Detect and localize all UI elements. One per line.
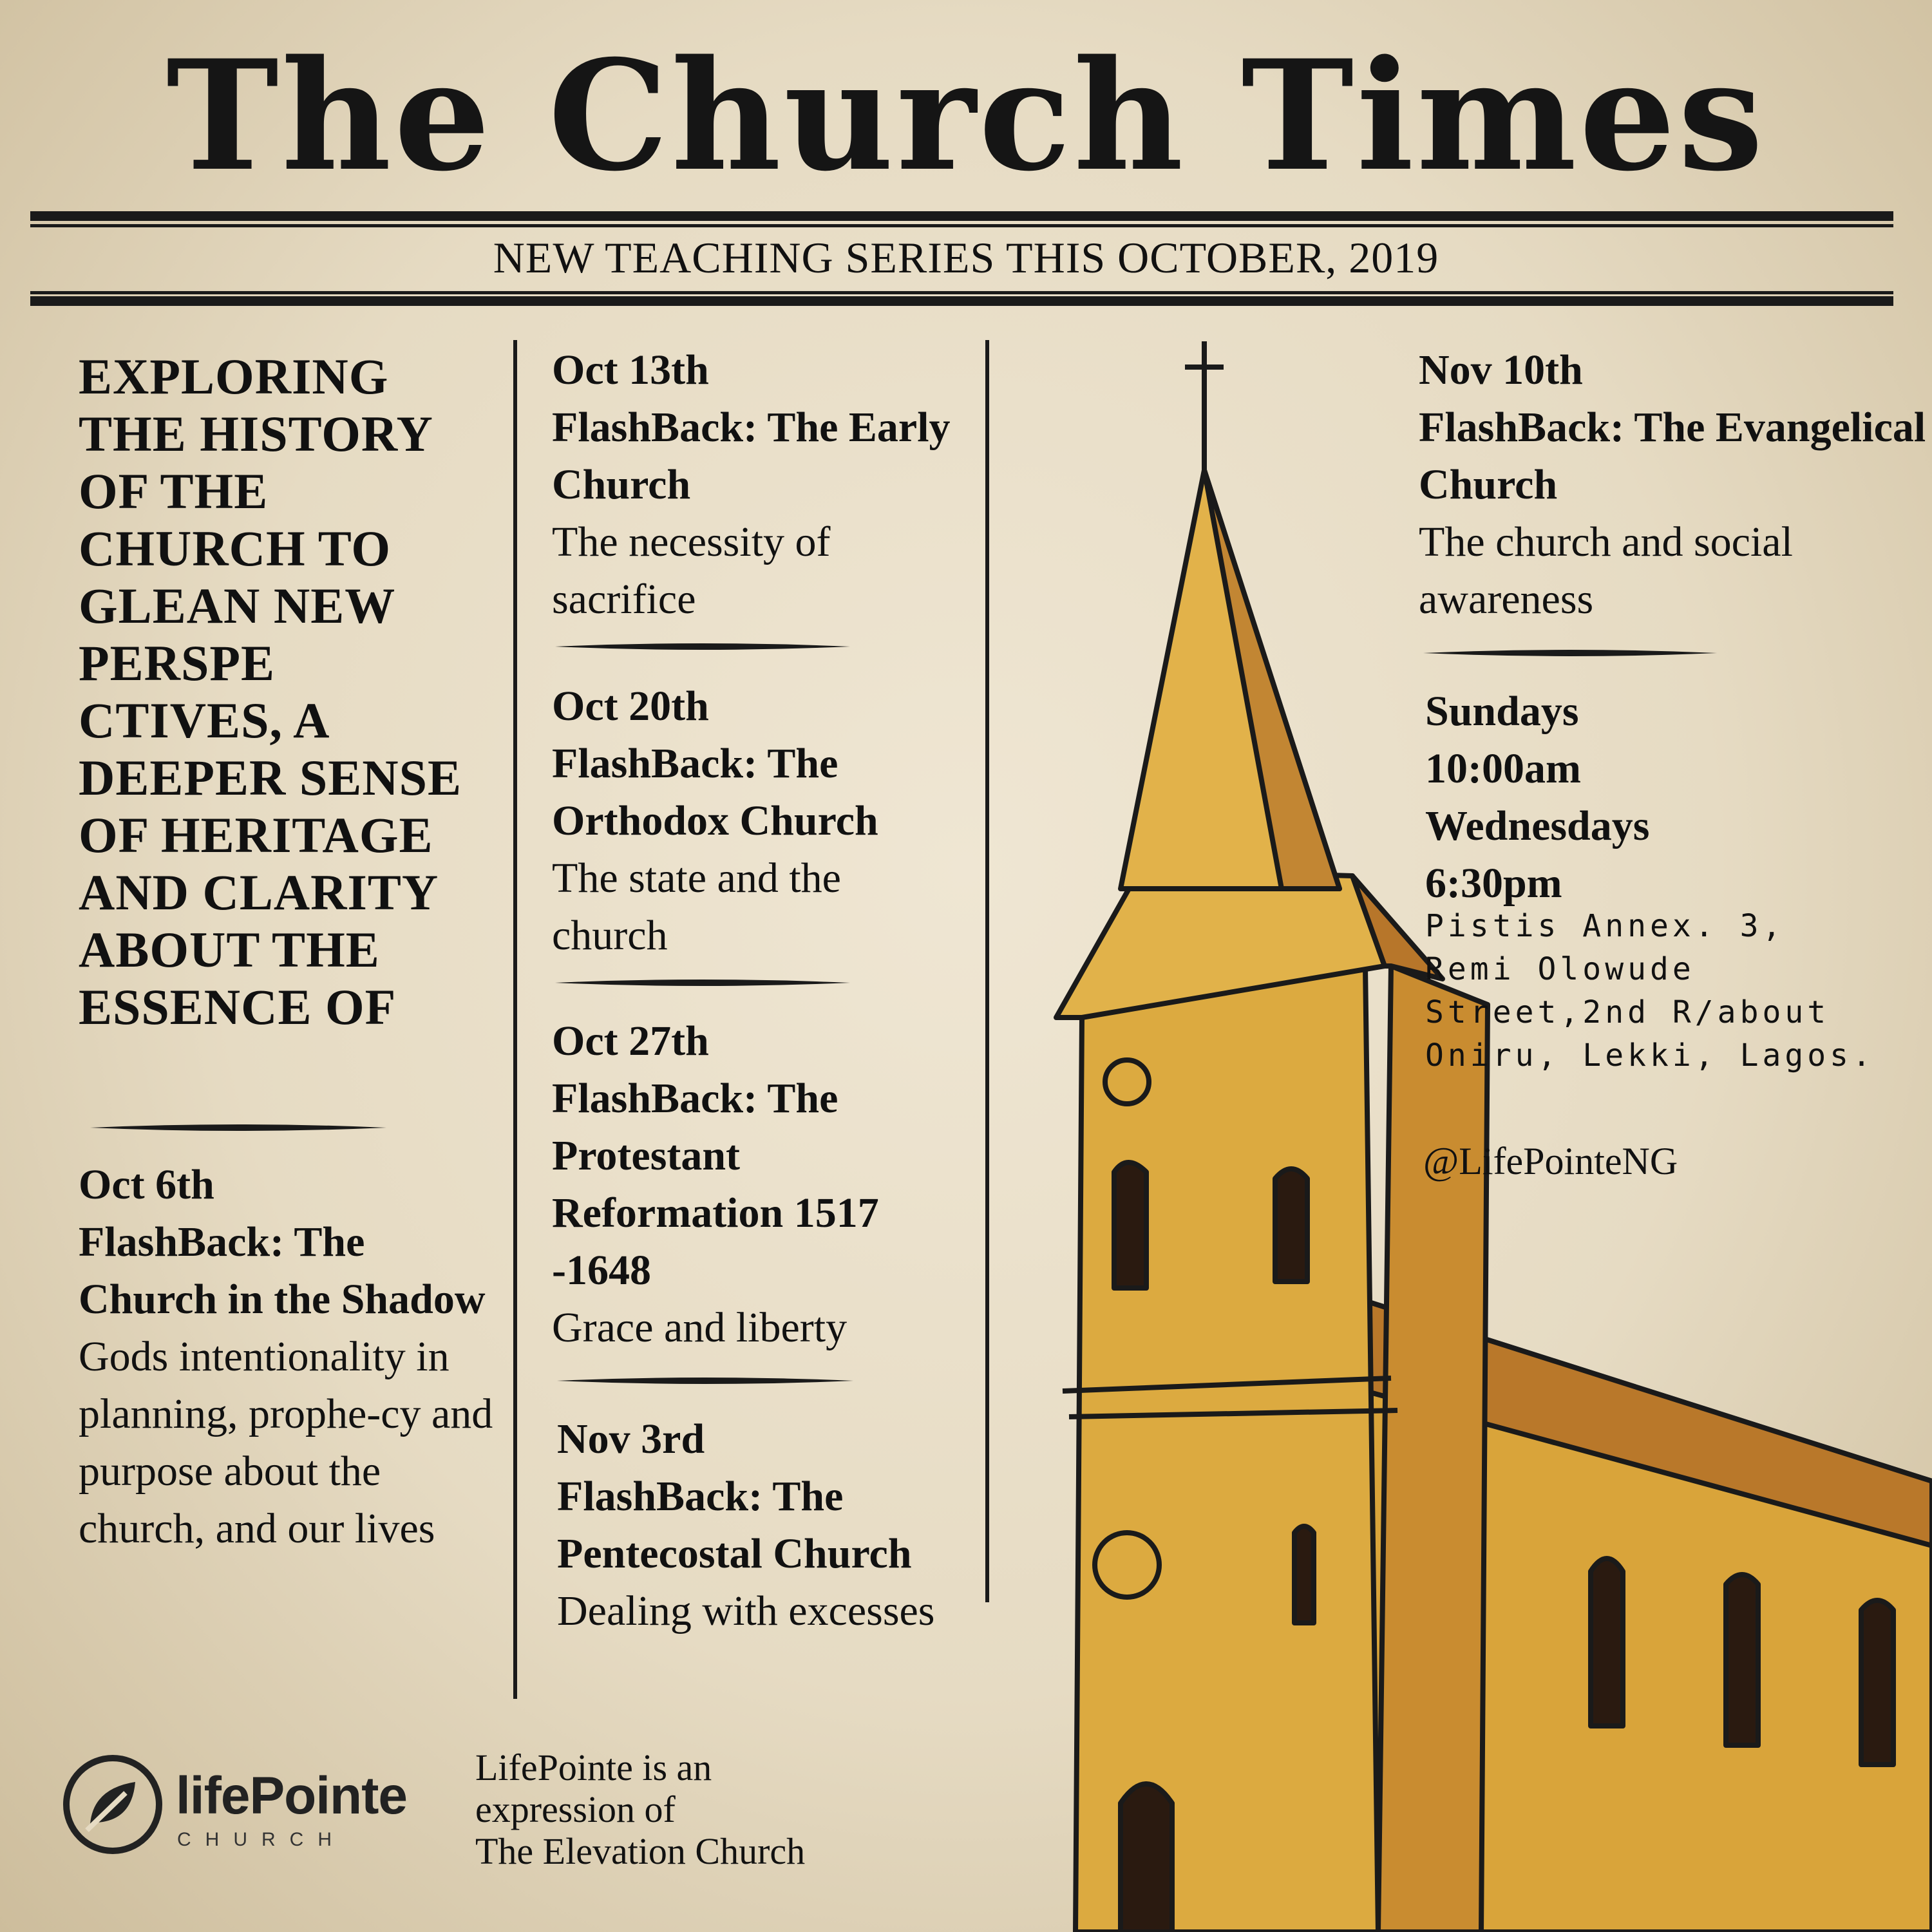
schedule-time-sunday: 10:00am [1425, 745, 1581, 792]
entry-desc: Dealing with excesses [557, 1587, 935, 1634]
header-rule-top-thin [30, 224, 1893, 227]
entry-desc: The necessity of sacrifice [552, 518, 831, 623]
logo-subtext: CHURCH [177, 1829, 346, 1850]
entry-date: Oct 6th [79, 1161, 214, 1208]
entry-title: FlashBack: The Evangelical Church [1419, 404, 1926, 508]
entry-oct-13 [552, 341, 964, 628]
entry-desc: The state and the church [552, 855, 841, 959]
entry-date: Nov 10th [1419, 346, 1583, 393]
leaf-icon [61, 1753, 164, 1856]
divider-swash-1 [90, 1124, 386, 1132]
entry-desc: Grace and liberty [552, 1304, 848, 1351]
schedule-day-sunday: Sundays [1425, 688, 1579, 735]
entry-date: Nov 3rd [557, 1416, 705, 1463]
subtitle: NEW TEACHING SERIES THIS OCTOBER, 2019 [493, 233, 1439, 282]
column-divider-1 [513, 340, 517, 1699]
header-rule-bottom [30, 296, 1893, 306]
divider-swash-2 [555, 643, 850, 650]
entry-title: FlashBack: The Orthodox Church [552, 740, 878, 844]
entry-desc: Gods intentionality in planning, prophe-cy and purpose about the church, and our lives [79, 1333, 493, 1552]
entry-date: Oct 13th [552, 346, 709, 393]
entry-nov-3 [557, 1410, 969, 1640]
entry-oct-20 [552, 677, 964, 964]
schedule-day-wednesday: Wednesdays [1425, 802, 1650, 849]
footer-line-1: LifePointe is an [475, 1747, 712, 1788]
divider-swash-5 [1423, 649, 1717, 657]
entry-desc: The church and social awareness [1419, 518, 1793, 623]
entry-nov-10 [1419, 341, 1927, 628]
social-handle: @LifePointeNG [1423, 1140, 1678, 1182]
logo-wordmark: lifePointe [176, 1766, 408, 1825]
divider-swash-3 [555, 979, 850, 987]
schedule-time-wednesday: 6:30pm [1425, 860, 1562, 907]
entry-oct-27 [552, 1012, 964, 1356]
entry-date: Oct 20th [552, 683, 709, 730]
service-schedule [1425, 683, 1876, 912]
masthead-title: The Church Times [166, 27, 1766, 205]
header-rule-bottom-thin [30, 291, 1893, 294]
address: Pistis Annex. 3, Remi Olowude Street,2nd R/about Oniru, Lekki, Lagos. [1425, 908, 1875, 1074]
entry-title: FlashBack: The Protestant Reformation 1517 -1648 [552, 1075, 879, 1294]
footer-line-2: expression of [475, 1788, 676, 1830]
header-rule-top [30, 211, 1893, 221]
lifepointe-logo [61, 1753, 422, 1856]
footer-note [475, 1747, 926, 1872]
entry-title: FlashBack: The Church in the Shadow [79, 1218, 486, 1323]
divider-swash-4 [555, 1377, 855, 1385]
column-divider-2 [985, 340, 989, 1602]
entry-title: FlashBack: The Early Church [552, 404, 951, 508]
intro-text: EXPLORING THE HISTORY OF THE CHURCH TO GLEAN NEW PERSPE CTIVES, A DEEPER SENSE OF HERITAGE AND CLARITY ABOUT THE ESSENCE OF [79, 348, 462, 1035]
footer-line-3: The Elevation Church [475, 1830, 806, 1872]
entry-date: Oct 27th [552, 1018, 709, 1065]
entry-title: FlashBack: The Pentecostal Church [557, 1473, 912, 1577]
entry-oct-6 [79, 1156, 504, 1557]
